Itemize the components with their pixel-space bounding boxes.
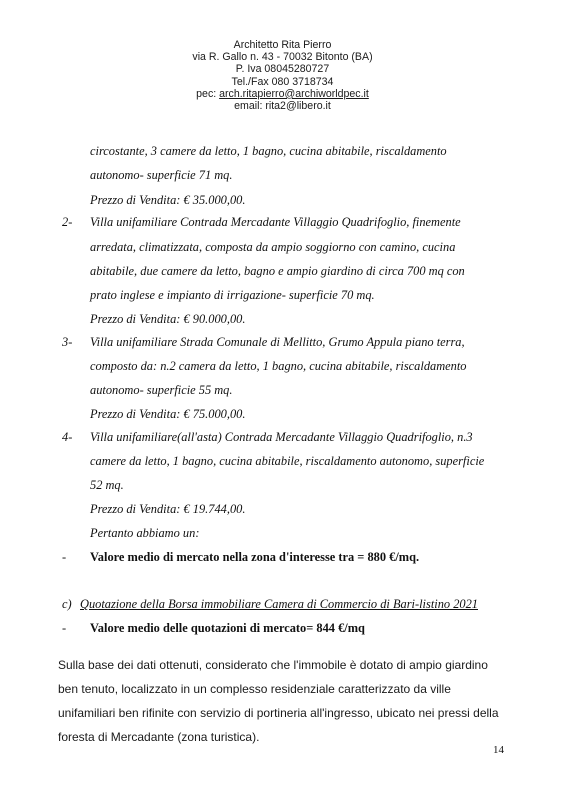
architect-name: Architetto Rita Pierro — [233, 39, 332, 51]
summary1-text: Valore medio di mercato nella zona d'interesse tra = 880 €/mq. — [90, 550, 420, 564]
section-c-label: c) — [62, 597, 72, 611]
summary2-text: Valore medio delle quotazioni di mercato= 844 €/mq — [90, 621, 365, 635]
listing2-price: Prezzo di Vendita: € 90.000,00. — [90, 312, 246, 326]
listing2-line-1: Villa unifamiliare Contrada Mercadante Villaggio Quadrifoglio, finemente — [90, 215, 461, 229]
summary1-dash: - — [62, 550, 67, 564]
email-line: email: rita2@libero.it — [234, 100, 331, 113]
paragraph-line-4: foresta di Mercadante (zona turistica). — [58, 730, 260, 744]
paragraph-line-2: ben tenuto, localizzato in un complesso residenziale caratterizzato da ville — [58, 682, 451, 696]
listing3-line-2: composto da: n.2 camera da letto, 1 bagno, cucina abitabile, riscaldamento — [90, 359, 467, 373]
listing2-number: 2- — [62, 215, 73, 229]
section-c-title: Quotazione della Borsa immobiliare Camera di Commercio di Bari-listino 2021 — [80, 597, 478, 611]
phone-fax: Tel./Fax 080 3718734 — [231, 75, 334, 88]
listing3-price: Prezzo di Vendita: € 75.000,00. — [90, 407, 246, 421]
pec-line — [0, 88, 565, 100]
office-address: via R. Gallo n. 43 - 70032 Bitonto (BA) — [192, 51, 373, 64]
listing2-line-3: abitabile, due camere da letto, bagno e ampio giardino di circa 700 mq con — [90, 264, 465, 278]
listing2-line-4: prato inglese e impianto di irrigazione- superficie 70 mq. — [90, 288, 375, 302]
listing1-line-1: circostante, 3 camere da letto, 1 bagno, cucina abitabile, riscaldamento — [90, 144, 447, 158]
page-number: 14 — [493, 744, 504, 756]
listing4-price: Prezzo di Vendita: € 19.744,00. — [90, 502, 246, 516]
listing1-line-2: autonomo- superficie 71 mq. — [90, 168, 233, 182]
listing4-number: 4- — [62, 430, 73, 444]
listing2-line-2: arredata, climatizzata, composta da ampio soggiorno con camino, cucina — [90, 240, 456, 254]
listing3-number: 3- — [62, 335, 73, 349]
paragraph-line-1: Sulla base dei dati ottenuti, considerato che l'immobile è dotato di ampio giardino — [58, 658, 488, 672]
listing4-line-1: Villa unifamiliare(all'asta) Contrada Mercadante Villaggio Quadrifoglio, n.3 — [90, 430, 473, 444]
conclusion-text: Pertanto abbiamo un: — [90, 526, 200, 540]
listing3-line-3: autonomo- superficie 55 mq. — [90, 383, 233, 397]
pec-email-link[interactable]: arch.ritapierro@archiworldpec.it — [219, 87, 369, 100]
listing4-line-3: 52 mq. — [90, 478, 124, 492]
letterhead — [0, 39, 565, 112]
listing1-price: Prezzo di Vendita: € 35.000,00. — [90, 193, 246, 207]
vat-number: P. Iva 08045280727 — [235, 63, 330, 76]
listing3-line-1: Villa unifamiliare Strada Comunale di Mellitto, Grumo Appula piano terra, — [90, 335, 465, 349]
pec-label: pec: — [196, 87, 220, 100]
summary2-dash: - — [62, 621, 67, 635]
listing4-line-2: camere da letto, 1 bagno, cucina abitabile, riscaldamento autonomo, superficie — [90, 454, 485, 468]
paragraph-line-3: unifamiliari ben rifinite con servizio di portineria all'ingresso, ubicato nei pressi della — [58, 706, 499, 720]
